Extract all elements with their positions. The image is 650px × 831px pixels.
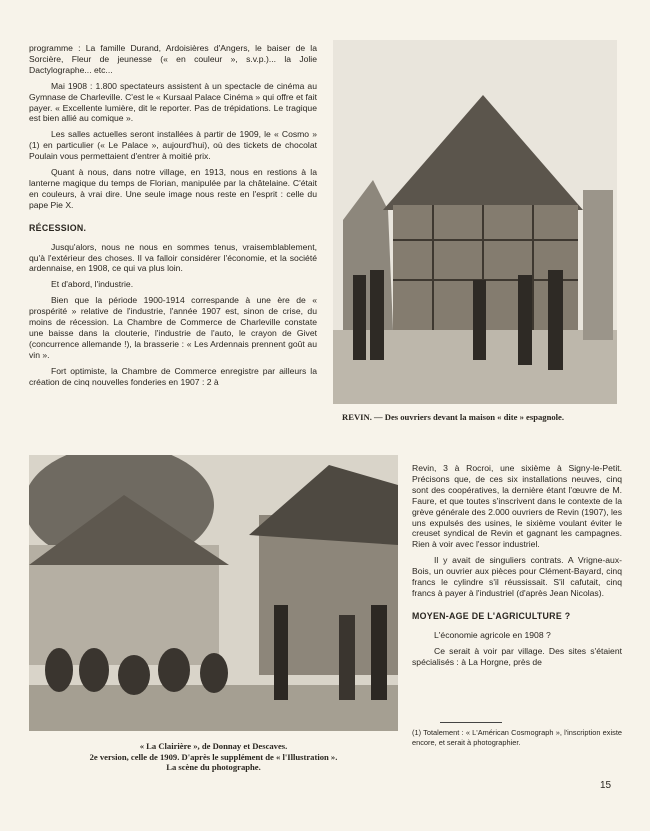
clairiere-caption <box>29 741 398 773</box>
top-left-column <box>29 43 317 392</box>
right-column <box>412 463 622 673</box>
footnote-rule <box>440 722 502 723</box>
paragraph: Bien que la période 1900-1914 correspande à une ère de « prospérité » relative de l'industrie, l'année 1907 est, sinon de crise, du moins de récession. La Chambre de Commerce de Charleville constate une baisse dans la clouterie, l'industrie de l'auto, le crayon de Givet (concurrence allemande !), la brasserie : « Les Ardennais prennent goût au vin ». <box>29 295 317 360</box>
paragraph: Mai 1908 : 1.800 spectateurs assistent à un spectacle de cinéma au Gymnase de Charleville. C'est le « Kursaal Palace Cinéma » qui offre et fait payer. « Excellente lumière, dit le reporter. Pas de trépidations. Le tragique est bien allié au comique ». <box>29 80 317 124</box>
revin-photo <box>333 40 617 404</box>
revin-caption: REVIN. — Des ouvriers devant la maison « dite » espagnole. <box>342 412 565 422</box>
paragraph: Quant à nous, dans notre village, en 1913, nous en restions à la lanterne magique du temps de Florian, manipulée par la châtelaine. C'était en couleurs, à vrai dire. Une seule image nous reste en l'esprit : celle du pape Pie X. <box>29 167 317 210</box>
paragraph: Il y avait de singuliers contrats. A Vrigne-aux-Bois, un ouvrier aux pièces pour Clément-Bayard, cinq francs le cylindre s'il réussissait. S'il cafutait, cinq francs à payer à l'industriel (d'après Jean Nicolas). <box>412 555 622 598</box>
paragraph: Et d'abord, l'industrie. <box>51 279 134 290</box>
paragraph: Jusqu'alors, nous ne nous en sommes tenus, vraisemblablement, qu'à l'extérieur des choses. Il va falloir considérer l'économie, et la société ardennaise, en 1908, ce qui va plus loin. <box>29 241 317 274</box>
caption-line: 2e version, celle de 1909. D'après le supplément de « l'Illustration ». <box>89 751 338 762</box>
caption-line: « La Clairière », de Donnay et Descaves. <box>139 741 288 751</box>
paragraph: Fort optimiste, la Chambre de Commerce enregistre par ailleurs la création de cinq nouvelles fonderies en 1907 : 2 à <box>29 365 317 387</box>
paragraph: L'économie agricole en 1908 ? <box>434 629 551 640</box>
section-heading-agriculture: MOYEN-AGE DE L'AGRICULTURE ? <box>412 610 571 621</box>
page-number: 15 <box>600 780 612 791</box>
paragraph: programme : La famille Durand, Ardoisières d'Angers, le baiser de la Sorcière, Fleur de jeunesse (« en couleur », s.v.p.)... la Jolie Dactylographe... etc... <box>29 43 317 75</box>
footnote: (1) Totalement : « L'Américan Cosmograph », l'inscription existe encore, et serait à photographier. <box>412 728 622 747</box>
paragraph: Ce serait à voir par village. Des sites s'étaient spécialisés : à La Horgne, près de <box>412 645 622 667</box>
section-heading-recession: RÉCESSION. <box>29 222 87 233</box>
paragraph: Les salles actuelles seront installées à partir de 1909, le « Cosmo » (1) en particulier (« Le Palace », aujourd'hui), où des tickets de chocolat Poulain vous permettaient d'entrer à moitié prix. <box>29 129 317 162</box>
clairiere-illustration <box>29 455 398 731</box>
paragraph: Revin, 3 à Rocroi, une sixième à Signy-le-Petit. Précisons que, de ces six installations neuves, cinq sont des coopératives, la dernière étant l'œuvre de M. Faure, et que toutes s'inscrivent dans le contexte de la grève générale des 2.000 ouvriers de Revin (1907), les uns expulsés des usines, le sixième voulant éviter le creuset syndical de Revin et gagnant les campagnes. Rien à voir avec l'essor industriel. <box>412 463 622 550</box>
caption-line: La scène du photographe. <box>166 762 261 772</box>
